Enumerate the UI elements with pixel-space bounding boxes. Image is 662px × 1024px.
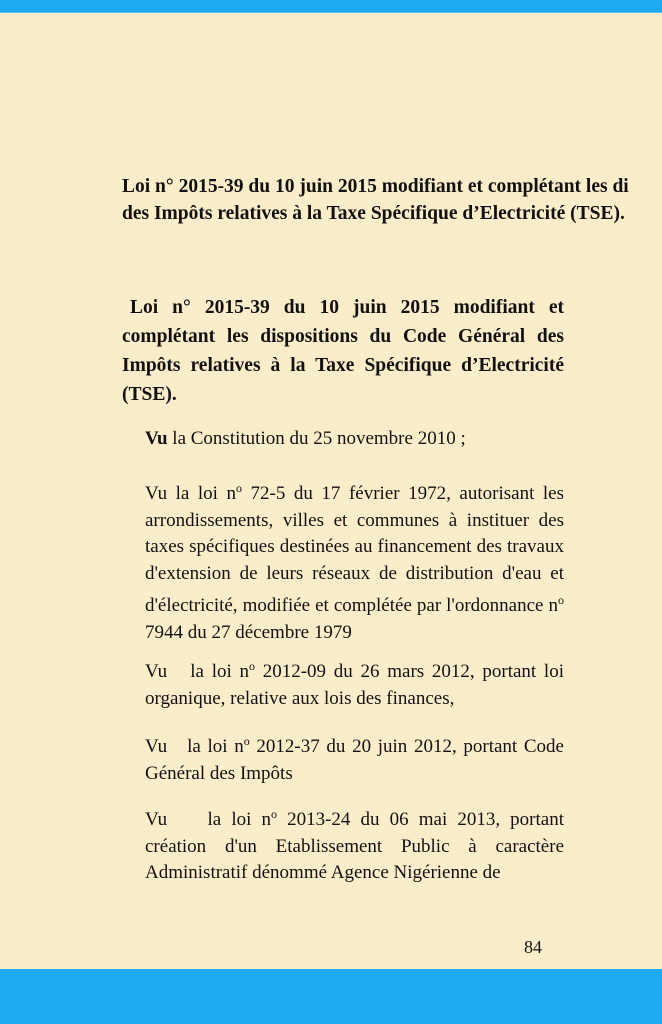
paragraph-loi-2013-24	[145, 801, 564, 887]
paragraph-text: la Constitution du 25 novembre 2010 ;	[167, 428, 466, 449]
paragraph-loi-72-5	[145, 475, 564, 646]
paragraph-lead: Vu la loi n	[145, 809, 271, 830]
top-bar	[0, 0, 662, 13]
superscript: o	[235, 481, 242, 495]
paragraph-text: 2013-24 du 06 mai 2013, portant création d'un Etablissement Public à caractère Administratif dénommé Agence Nigérienne de	[145, 809, 564, 883]
superscript: o	[243, 734, 250, 748]
paragraph-lead: Vu la loi n	[145, 661, 249, 682]
paragraph-loi-2012-09	[145, 653, 564, 712]
superscript: o	[249, 659, 255, 673]
running-title-line-2: des Impôts relatives à la Taxe Spécifique d’Electricité (TSE).	[122, 203, 625, 224]
paragraph-lead: Vu la loi n	[145, 736, 244, 757]
paragraph-loi-2012-37	[145, 728, 564, 787]
paragraph-text: 2012-37 du 20 juin 2012, portant Code Général des Impôts	[145, 736, 564, 784]
paragraph-text: 72-5 du 17 février 1972, autorisant les arrondissements, villes et communes à instituer des taxes spécifiques destinées au financement des travaux d'extension de leurs réseaux de distribution d'eau et d'électricité, modifiée et complétée par l'ordonnance n	[145, 483, 565, 616]
running-title-line-1: Loi n° 2015-39 du 10 juin 2015 modifiant et complétant les di	[122, 176, 629, 197]
page-number: 84	[524, 937, 542, 957]
superscript: o	[558, 593, 564, 607]
law-heading: Loi n° 2015-39 du 10 juin 2015 modifiant et complétant les dispositions du Code Général des Impôts relatives à la Taxe Spécifique d’Electricité (TSE).	[122, 297, 564, 405]
paragraph-constitution	[145, 426, 564, 453]
running-title	[122, 173, 662, 227]
vu-label: Vu	[145, 428, 168, 449]
bottom-bar	[0, 969, 662, 1024]
paragraph-text-end: 7944 du 27 décembre 1979	[145, 621, 352, 643]
superscript: o	[270, 807, 277, 821]
paragraph-lead: Vu la loi n	[145, 483, 236, 504]
paragraph-text: 2012-09 du 26 mars 2012, portant loi organique, relative aux lois des finances,	[145, 661, 564, 709]
